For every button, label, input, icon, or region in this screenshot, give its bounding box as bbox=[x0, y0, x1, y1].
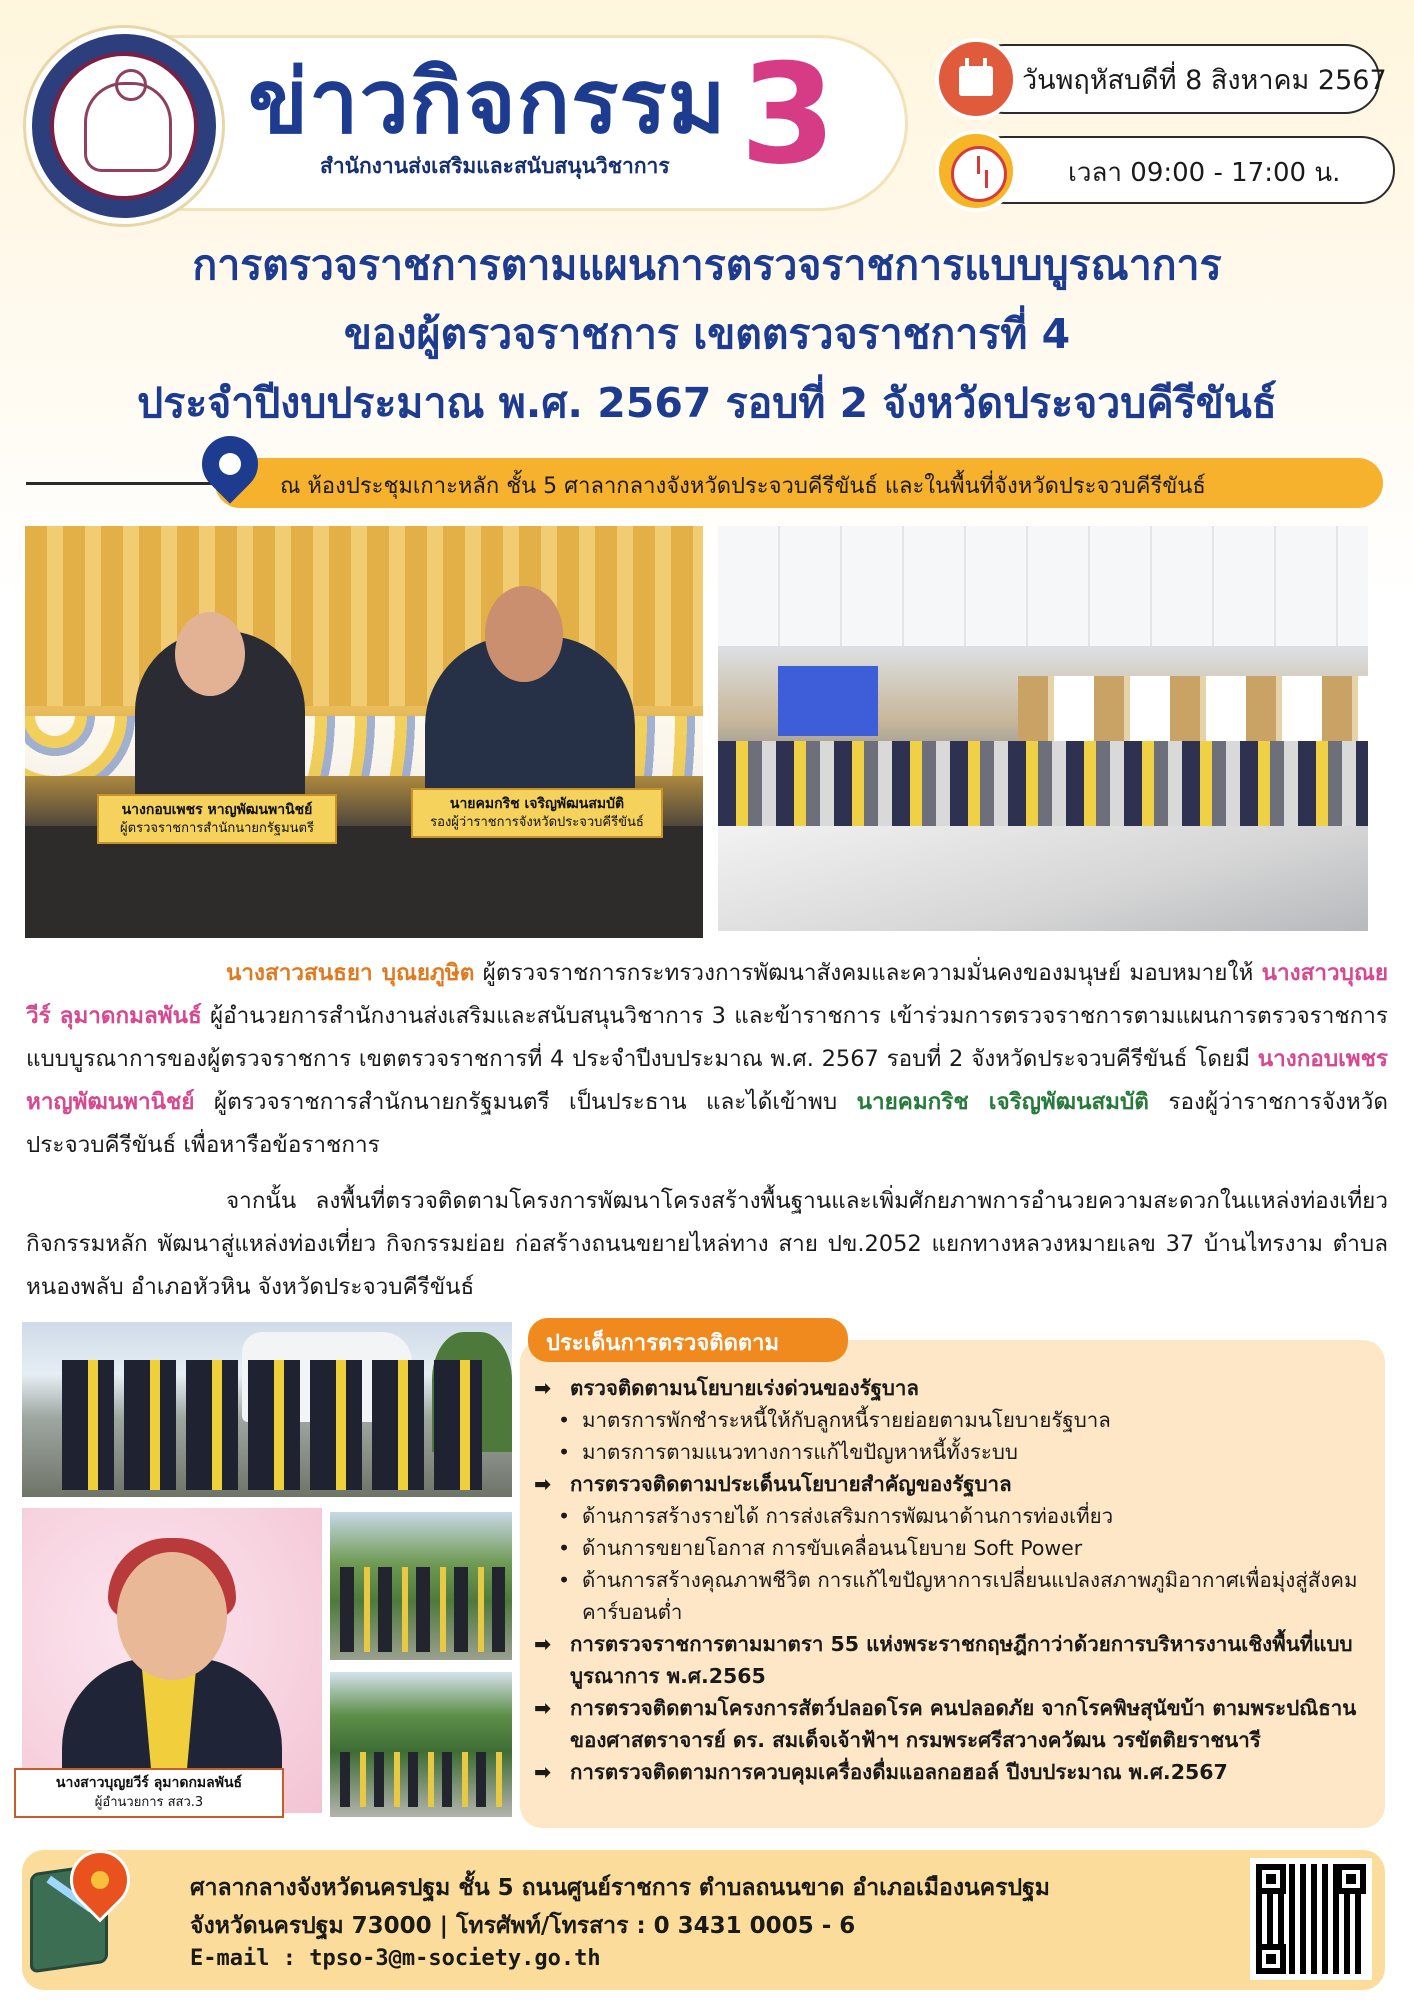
name-caption-right bbox=[411, 788, 663, 838]
headline-line-1: การตรวจราชการตามแผนการตรวจราชการแบบบูรณาการ bbox=[192, 241, 1222, 289]
person-name: นายคมกริช เจริญพัฒนสมบัติ bbox=[856, 1089, 1149, 1115]
issue-bullet: • มาตรการพักชำระหนี้ให้กับลูกหนี้รายย่อยตามนโยบายรัฐบาล bbox=[534, 1404, 1374, 1436]
caption-title: ผู้อำนวยการ สสว.3 bbox=[94, 1794, 204, 1810]
arrow-right-icon: ➡ bbox=[534, 1472, 552, 1496]
office-subtitle: สำนักงานส่งเสริมและสนับสนุนวิชาการ bbox=[320, 154, 670, 178]
date-text: วันพฤหัสบดีที่ 8 สิงหาคม 2567 bbox=[1022, 65, 1387, 96]
issue-heading: ➡ การตรวจติดตามการควบคุมเครื่องดื่มแอลกอฮอล์ ปีงบประมาณ พ.ศ.2567 bbox=[534, 1756, 1374, 1788]
headline-line-3: ประจำปีงบประมาณ พ.ศ. 2567 รอบที่ 2 จังหวัดประจวบคีรีขันธ์ bbox=[137, 379, 1277, 427]
arrow-right-icon: ➡ bbox=[534, 1632, 552, 1656]
caption-name: นางกอบเพชร หาญพัฒนพานิชย์ bbox=[121, 802, 313, 818]
footer-email[interactable]: E-mail : tpso-3@m-society.go.th bbox=[190, 1946, 601, 1971]
calendar-icon bbox=[935, 38, 1017, 120]
road-inspection-photo-1 bbox=[330, 1512, 512, 1660]
location-text: ณ ห้องประชุมเกาะหลัก ชั้น 5 ศาลากลางจังหวัดประจวบคีรีขันธ์ และในพื้นที่จังหวัดประจวบคีรีขันธ์ bbox=[280, 474, 1206, 499]
caption-title: ผู้ตรวจราชการสำนักนายกรัฐมนตรี bbox=[120, 820, 314, 836]
person-name: นางสาวบุณยวีร์ ลุมาดกมลพันธ์ bbox=[26, 960, 1388, 1029]
body-paragraph-2: จากนั้น ลงพื้นที่ตรวจติดตามโครงการพัฒนาโครงสร้างพื้นฐานและเพิ่มศักยภาพการอำนวยความสะดวกในแหล่งท่องเที่ยว กิจกรรมหลัก พัฒนาสู่แหล่งท่องเที่ยว กิจกรรมย่อย ก่อสร้างถนนขยายไหล่ทาง สาย ปข.2052 แยกทางหลวงหมายเลข 37 บ้านไทรงาม ตำบลหนองพลับ อำเภอหัวหิน จังหวัดประจวบคีรีขันธ์ bbox=[26, 1188, 1388, 1300]
issue-heading: ➡ การตรวจราชการตามมาตรา 55 แห่งพระราชกฤษฎีกาว่าด้วยการบริหารงานเชิงพื้นที่แบบบูรณาการ พ.ศ.2565 bbox=[534, 1628, 1374, 1692]
meeting-room-photo bbox=[718, 526, 1368, 931]
footer-address: ศาลากลางจังหวัดนครปฐม ชั้น 5 ถนนศูนย์ราชการ ตำบลถนนขาด อำเภอเมืองนครปฐม bbox=[190, 1875, 1050, 1901]
title-number: 3 bbox=[740, 34, 837, 195]
location-divider bbox=[26, 482, 226, 485]
road-inspection-photo-2 bbox=[330, 1672, 512, 1817]
issue-bullet: • ด้านการสร้างรายได้ การส่งเสริมการพัฒนาด้านการท่องเที่ยว bbox=[534, 1500, 1374, 1532]
headline-line-2: ของผู้ตรวจราชการ เขตตรวจราชการที่ 4 bbox=[343, 310, 1071, 358]
caption-name: นางสาวบุญยวีร์ ลุมาดกมลพันธ์ bbox=[55, 1775, 243, 1791]
issues-title: ประเด็นการตรวจติดตาม bbox=[528, 1318, 848, 1362]
issue-bullet: • ด้านการสร้างคุณภาพชีวิต การแก้ไขปัญหาการเปลี่ยนแปลงสภาพภูมิอากาศเพื่อมุ่งสู่สังคมคาร์บอนต่ำ bbox=[534, 1564, 1374, 1628]
person-name: นางสาวสนธยา บุณยภูษิต bbox=[226, 960, 475, 986]
issue-bullet: • ด้านการขยายโอกาส การขับเคลื่อนนโยบาย Soft Power bbox=[534, 1532, 1374, 1564]
name-caption-left bbox=[97, 794, 337, 844]
clock-icon bbox=[935, 130, 1017, 212]
issue-heading: ➡ การตรวจติดตามโครงการสัตว์ปลอดโรค คนปลอดภัย จากโรคพิษสุนัขบ้า ตามพระปณิธานของศาสตราจารย์ ดร. สมเด็จเจ้าฟ้าฯ กรมพระศรีสวางควัฒน วรขัตติยราชนารี bbox=[534, 1692, 1374, 1756]
issue-bullet: • มาตรการตามแนวทางการแก้ไขปัญหาหนี้ทั้งระบบ bbox=[534, 1436, 1374, 1468]
meeting-chairs-photo bbox=[25, 526, 703, 938]
body-paragraph-1: นางสาวสนธยา บุณยภูษิต ผู้ตรวจราชการกระทรวงการพัฒนาสังคมและความมั่นคงของมนุษย์ มอบหมายให้ นางสาวบุณยวีร์ ลุมาดกมลพันธ์ ผู้อำนวยการสำนักงานส่งเสริมและสนับสนุนวิชาการ 3 และข้าราชการ เข้าร่วมการตรวจราชการตามแผนการตรวจราชการแบบบูรณาการของผู้ตรวจราชการ เขตตรวจราชการที่ 4 ประจำปีงบประมาณ พ.ศ. 2567 รอบที่ 2 จังหวัดประจวบคีรีขันธ์ โดยมี นางกอบเพชร หาญพัฒนพานิชย์ ผู้ตรวจราชการสำนักนายกรัฐมนตรี เป็นประธาน และได้เข้าพบ นายคมกริช เจริญพัฒนสมบัติ รองผู้ว่าราชการจังหวัดประจวบคีรีขันธ์ เพื่อหารือข้อราชการ bbox=[26, 960, 1388, 1158]
issue-heading: ➡ ตรวจติดตามนโยบายเร่งด่วนของรัฐบาล bbox=[534, 1372, 1374, 1404]
caption-name: นายคมกริช เจริญพัฒนสมบัติ bbox=[449, 796, 625, 812]
issues-list bbox=[534, 1372, 1374, 1788]
arrow-right-icon: ➡ bbox=[534, 1760, 552, 1784]
caption-title: รองผู้ว่าราชการจังหวัดประจวบคีรีขันธ์ bbox=[430, 814, 644, 830]
arrow-right-icon: ➡ bbox=[534, 1696, 552, 1720]
footer-phone: จังหวัดนครปฐม 73000 | โทรศัพท์/โทรสาร : 0 3431 0005 - 6 bbox=[190, 1913, 856, 1939]
qr-code[interactable] bbox=[1250, 1858, 1372, 1980]
issue-heading: ➡ การตรวจติดตามประเด็นนโยบายสำคัญของรัฐบาล bbox=[534, 1468, 1374, 1500]
time-text: เวลา 09:00 - 17:00 น. bbox=[1068, 158, 1341, 188]
arrow-right-icon: ➡ bbox=[534, 1376, 552, 1400]
person-name: นางกอบเพชร หาญพัฒนพานิชย์ bbox=[26, 1046, 1388, 1115]
site-visit-group-photo bbox=[22, 1322, 512, 1497]
map-pin-icon bbox=[22, 1850, 142, 1980]
portrait-caption bbox=[14, 1768, 284, 1818]
seal-logo bbox=[26, 28, 222, 224]
main-title: ข่าวกิจกรรม bbox=[248, 50, 727, 153]
